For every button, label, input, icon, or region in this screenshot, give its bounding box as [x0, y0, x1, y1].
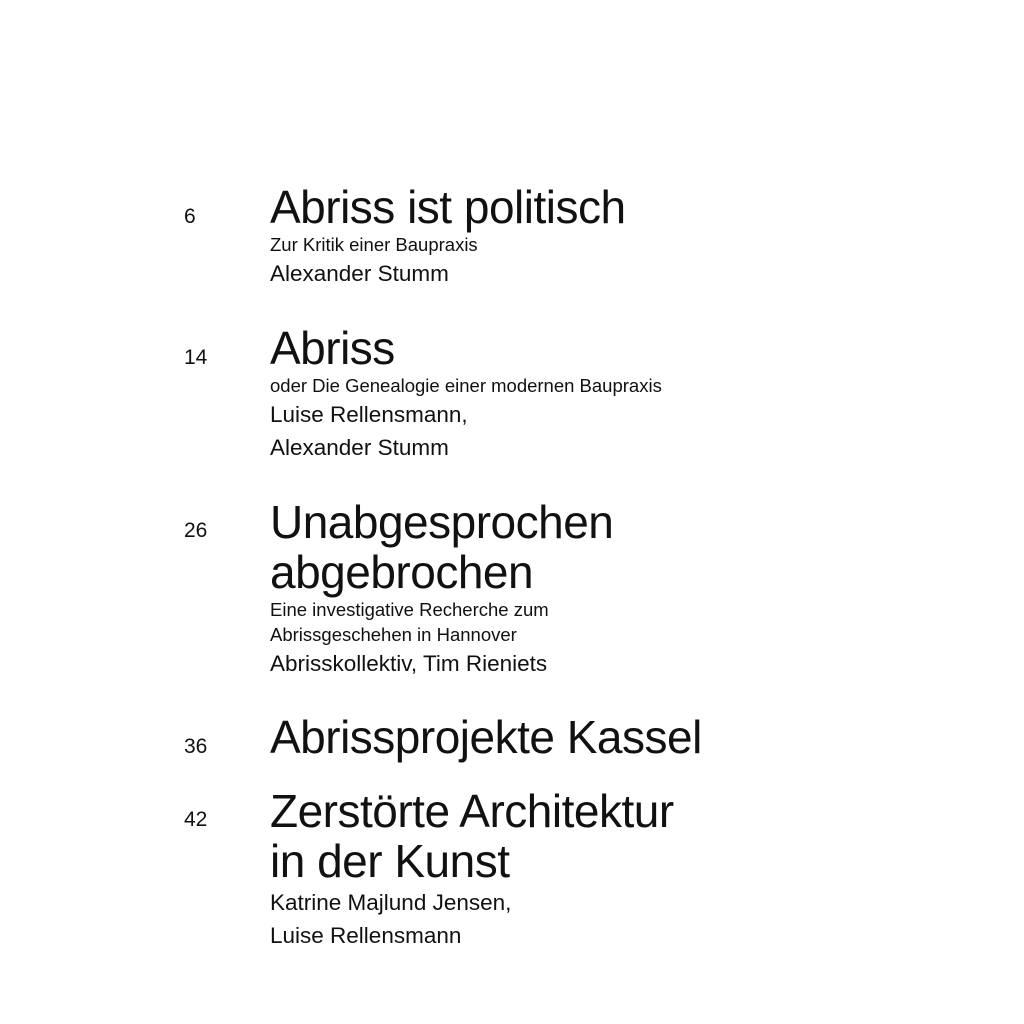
author-line: Alexander Stumm [270, 435, 449, 460]
title-line: Abriss ist politisch [270, 181, 626, 233]
title-line: Zerstörte Architektur [270, 785, 674, 837]
entry-body [270, 182, 990, 290]
entry-title [270, 182, 990, 232]
page-number: 6 [184, 205, 196, 228]
subtitle-line: Eine investigative Recherche zum [270, 599, 549, 620]
page-number: 26 [184, 519, 208, 542]
entry-title [270, 323, 990, 373]
entry-author [270, 647, 990, 680]
page-number: 14 [184, 346, 208, 369]
entry-body [270, 712, 990, 762]
entry-body [270, 497, 990, 680]
subtitle-line: oder Die Genealogie einer modernen Baupraxis [270, 375, 662, 396]
page-number: 42 [184, 808, 208, 831]
subtitle-line: Zur Kritik einer Baupraxis [270, 234, 478, 255]
entry-subtitle [270, 597, 990, 647]
title-line: Abrissprojekte Kassel [270, 711, 702, 763]
entry-title [270, 497, 990, 597]
author-line: Luise Rellensmann [270, 923, 462, 948]
entry-subtitle [270, 232, 990, 257]
title-line: abgebrochen [270, 546, 534, 598]
entry-author [270, 886, 990, 952]
subtitle-line: Abrissgeschehen in Hannover [270, 624, 517, 645]
entry-body [270, 323, 990, 464]
author-line: Abrisskollektiv, Tim Rieniets [270, 651, 548, 676]
title-line: in der Kunst [270, 835, 510, 887]
entry-subtitle [270, 373, 990, 398]
title-line: Abriss [270, 322, 395, 374]
page-number: 36 [184, 735, 208, 758]
title-line: Unabgesprochen [270, 496, 614, 548]
entry-author [270, 257, 990, 290]
entry-body [270, 786, 990, 952]
entry-author [270, 398, 990, 464]
entry-title [270, 786, 990, 886]
author-line: Katrine Majlund Jensen, [270, 890, 512, 915]
entry-title [270, 712, 990, 762]
author-line: Alexander Stumm [270, 261, 449, 286]
author-line: Luise Rellensmann, [270, 402, 468, 427]
